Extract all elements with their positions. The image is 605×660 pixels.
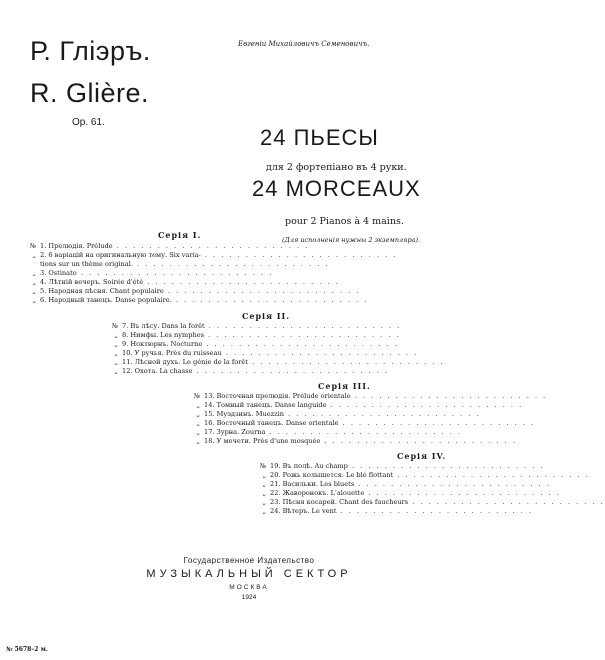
item-marker: „ — [196, 410, 200, 418]
item-title: 5. Народная пѣсня. Chant populaire — [40, 287, 164, 295]
list-item — [246, 507, 534, 516]
item-marker: „ — [114, 349, 118, 357]
item-marker: „ — [262, 498, 266, 506]
dedication: Евгенiи Михайловичъ Семеновичъ. — [238, 40, 370, 48]
dot-leader: . . . . . . . . . . . . . . . . . . . . . . . . — [408, 498, 605, 506]
item-marker: „ — [114, 358, 118, 366]
item-marker: „ — [32, 287, 36, 295]
dot-leader: . . . . . . . . . . . . . . . . . . . . . . . . — [265, 428, 463, 436]
item-title: 24. Вѣтеръ. Le vent — [270, 507, 337, 515]
dot-leader: . . . . . . . . . . . . . . . . . . . . . . . . — [338, 419, 536, 427]
list-item — [98, 358, 445, 367]
subtitle-russian: для 2 фортепiано въ 4 руки. — [266, 162, 407, 173]
list-item — [180, 401, 524, 410]
item-title: 20. Рожь колышется. Le blé flottant — [270, 471, 394, 479]
item-marker: № — [29, 242, 36, 250]
list-item — [16, 251, 398, 260]
list-item — [98, 322, 402, 331]
composer-name-russian: Р. Глiэръ. — [30, 36, 151, 66]
list-item — [180, 419, 536, 428]
dot-leader: . . . . . . . . . . . . . . . . . . . . . . . . — [132, 260, 330, 268]
dot-leader: . . . . . . . . . . . . . . . . . . . . . . . . — [320, 437, 517, 445]
item-marker: „ — [196, 437, 200, 445]
catalog-number: № 5678–2 м. — [6, 646, 48, 653]
series-3-heading: Серія III. — [318, 381, 371, 391]
item-marker: „ — [196, 419, 200, 427]
list-item — [16, 278, 340, 287]
item-marker: № — [259, 462, 266, 470]
list-item — [180, 410, 481, 419]
publisher-city: МОСКВА — [229, 584, 269, 591]
dot-leader: . . . . . . . . . . . . . . . . . . . . . . . . — [202, 340, 399, 348]
list-item — [246, 489, 561, 498]
item-marker: „ — [196, 428, 200, 436]
item-title: 11. Лѣсной духъ. Le génie de la forêt — [122, 358, 248, 366]
list-item — [180, 428, 463, 437]
dot-leader: . . . . . . . . . . . . . . . . . . . . . . . . — [350, 392, 548, 400]
item-title: tions sur un thème original. — [40, 260, 133, 268]
item-marker: „ — [114, 367, 118, 375]
dot-leader: . . . . . . . . . . . . . . . . . . . . . . . . — [204, 322, 402, 330]
item-title: 21. Васильки. Les bluets — [270, 480, 355, 488]
dot-leader: . . . . . . . . . . . . . . . . . . . . . . . . — [283, 410, 481, 418]
list-item — [246, 462, 545, 471]
item-title: 3. Ostinato — [40, 269, 77, 277]
list-item — [16, 287, 361, 296]
title-french: 24 MORCEAUX — [252, 176, 421, 201]
item-title: 1. Прелюдія. Prélude — [40, 242, 113, 250]
dot-leader: . . . . . . . . . . . . . . . . . . . . . . . . — [221, 349, 419, 357]
series-3-list — [180, 392, 548, 446]
dot-leader: . . . . . . . . . . . . . . . . . . . . . . . . — [204, 331, 401, 339]
item-title: 19. Въ полѣ. Au champ — [270, 462, 348, 470]
item-title: 22. Жаворонокъ. L'alouette — [270, 489, 365, 497]
dot-leader: . . . . . . . . . . . . . . . . . . . . . . . . — [163, 287, 361, 295]
title-russian: 24 ПЬЕСЫ — [260, 125, 379, 150]
dot-leader: . . . . . . . . . . . . . . . . . . . . . . . . — [112, 242, 310, 250]
item-marker: „ — [114, 331, 118, 339]
series-1-heading: Серія I. — [158, 230, 202, 240]
dot-leader: . . . . . . . . . . . . . . . . . . . . . . . . — [200, 251, 398, 259]
item-marker: „ — [32, 251, 36, 259]
item-title: 4. Лѣтній вечеръ. Soirée d'été — [40, 278, 144, 286]
item-marker: № — [111, 322, 118, 330]
list-item — [98, 340, 399, 349]
series-4-list — [246, 462, 605, 516]
publisher-name: Государственное Издательство — [183, 556, 315, 565]
item-title: 15. Муэдзинъ. Muezzin — [204, 410, 284, 418]
item-title: 2. 6 варіацій на оригинальную тему. Six varia- — [40, 251, 201, 259]
list-item — [16, 296, 369, 305]
list-item — [16, 260, 330, 269]
list-item — [246, 480, 551, 489]
item-marker: „ — [32, 296, 36, 304]
item-title: 13. Восточная прелюдія. Prélude orientale — [204, 392, 351, 400]
list-item — [246, 498, 605, 507]
dot-leader: . . . . . . . . . . . . . . . . . . . . . . . . — [247, 358, 445, 366]
item-marker: „ — [262, 489, 266, 497]
list-item — [98, 367, 390, 376]
dot-leader: . . . . . . . . . . . . . . . . . . . . . . . . — [347, 462, 545, 470]
subtitle-french: pour 2 Pianos à 4 mains. — [285, 216, 404, 227]
list-item — [180, 437, 517, 446]
item-marker: № — [193, 392, 200, 400]
performance-note: (Для исполненiя нужны 2 экземпляра). — [282, 236, 421, 244]
item-marker: „ — [32, 278, 36, 286]
item-title: 7. Въ лѣсу. Dans la forêt — [122, 322, 205, 330]
item-title: 18. У мечети. Près d'une mosquée — [204, 437, 321, 445]
item-title: 9. Ноктюрнъ. Nocturne — [122, 340, 203, 348]
list-item — [246, 471, 590, 480]
dot-leader: . . . . . . . . . . . . . . . . . . . . . . . . — [393, 471, 590, 479]
list-item — [16, 269, 274, 278]
list-item — [98, 349, 419, 358]
item-marker: „ — [32, 269, 36, 277]
item-marker: „ — [196, 401, 200, 409]
item-marker: „ — [262, 471, 266, 479]
item-marker: „ — [262, 480, 266, 488]
item-title: 14. Томный танецъ. Danse languide — [204, 401, 327, 409]
dot-leader: . . . . . . . . . . . . . . . . . . . . . . . . — [326, 401, 524, 409]
item-title: 10. У ручья. Près du ruisseau — [122, 349, 222, 357]
list-item — [180, 392, 548, 401]
dot-leader: . . . . . . . . . . . . . . . . . . . . . . . . — [143, 278, 340, 286]
item-marker: „ — [114, 340, 118, 348]
dot-leader: . . . . . . . . . . . . . . . . . . . . . . . . — [76, 269, 274, 277]
opus-number: Op. 61. — [72, 117, 105, 128]
item-marker: „ — [262, 507, 266, 515]
dot-leader: . . . . . . . . . . . . . . . . . . . . . . . . — [364, 489, 561, 497]
dot-leader: . . . . . . . . . . . . . . . . . . . . . . . . — [336, 507, 534, 515]
dot-leader: . . . . . . . . . . . . . . . . . . . . . . . . — [171, 296, 369, 304]
item-title: 12. Охота. La chasse — [122, 367, 193, 375]
item-title: 8. Нимфы. Les nymphes — [122, 331, 205, 339]
list-item — [16, 242, 310, 251]
item-title: 23. Пѣсня косарей. Chant des faucheurs — [270, 498, 409, 506]
item-title: 6. Народный танецъ. Danse populaire. — [40, 296, 172, 304]
series-2-heading: Серія II. — [242, 311, 291, 321]
item-title: 17. Зурна. Zourna — [204, 428, 266, 436]
list-item — [98, 331, 401, 340]
series-2-list — [98, 322, 445, 376]
dot-leader: . . . . . . . . . . . . . . . . . . . . . . . . — [354, 480, 551, 488]
series-4-heading: Серія IV. — [397, 451, 447, 461]
item-title: 16. Восточный танецъ. Danse orientale — [204, 419, 339, 427]
composer-name-latin: R. Glière. — [30, 78, 150, 108]
series-1-list — [16, 242, 398, 305]
publisher-sector: МУЗЫКАЛЬНЫЙ СЕКТОР — [146, 568, 352, 580]
publication-year: 1924 — [241, 594, 257, 601]
dot-leader: . . . . . . . . . . . . . . . . . . . . . . . . — [192, 367, 390, 375]
